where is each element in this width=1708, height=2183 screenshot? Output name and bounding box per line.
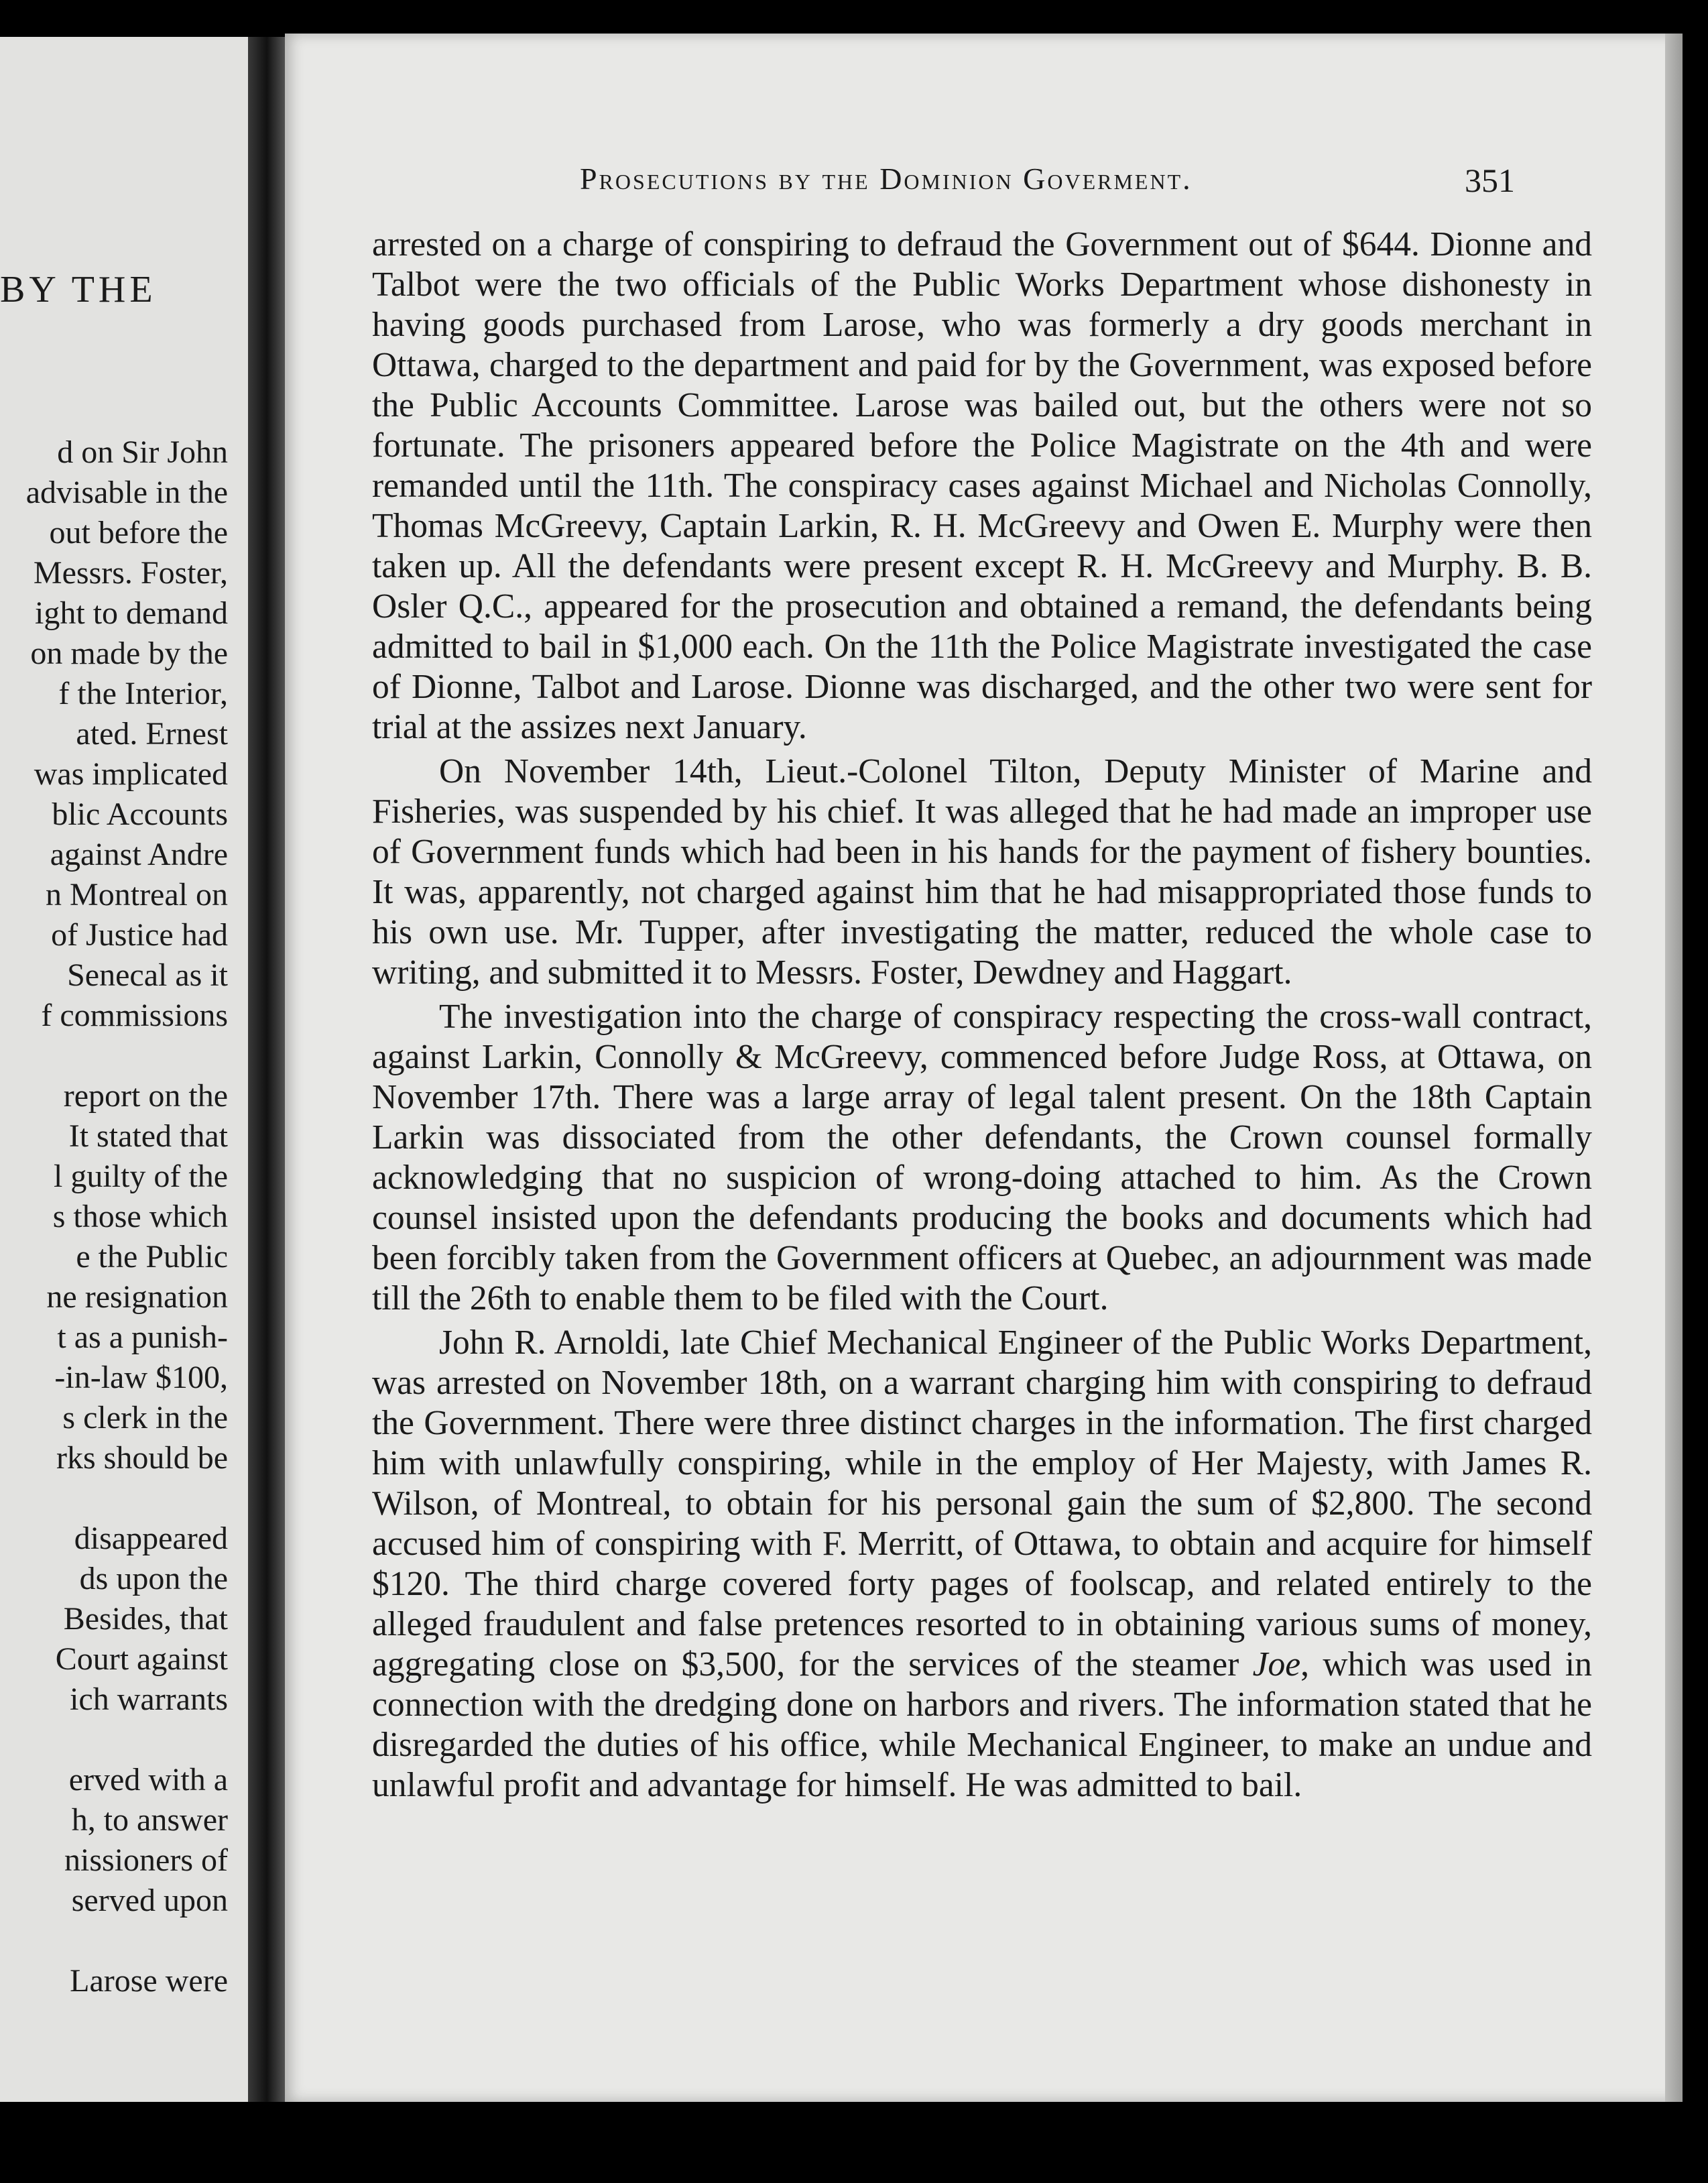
left-page-line: disappeared (74, 1521, 228, 1556)
left-page-line: Messrs. Foster, (33, 555, 228, 591)
left-page-line: ight to demand (35, 595, 228, 631)
left-page-line: l guilty of the (54, 1159, 228, 1194)
page-number: 351 (1465, 162, 1515, 199)
page-edge (1665, 34, 1683, 2102)
left-page-line: on made by the (30, 636, 228, 671)
left-page-line: h, to answer (71, 1802, 228, 1838)
left-page-line: t as a punish- (57, 1319, 228, 1355)
left-page-line: s clerk in the (62, 1400, 228, 1435)
body-text (372, 225, 1592, 1810)
left-page-line: blic Accounts (52, 796, 228, 832)
left-page-line: -in-law $100, (54, 1360, 228, 1395)
left-page-line: of Justice had (51, 917, 228, 953)
paragraph-2: On November 14th, Lieut.-Colonel Tilton, Deputy Minister of Marine and Fisheries, was suspended by his chief. It was alleged that he had made an improper use of Government funds which had been in his hands for the payment of fishery bounties. It was, apparently, not charged against him that he had misappropriated those funds to his own use. Mr. Tupper, after investigating the matter, reduced the whole case to writing, and submitted it to Messrs. Foster, Dewdney and Haggart. (372, 752, 1592, 992)
left-page-line: nissioners of (64, 1842, 228, 1878)
left-page-line: f commissions (41, 998, 228, 1033)
paragraph-4-part-2: , which was used in connection with the dredging done on harbors and rivers. The information stated that he disregarded the duties of his office, while Mechanical Engineer, to make an undue and unlawful profit and advantage for himself. He was admitted to bail. (372, 1645, 1592, 1804)
left-page-line: erved with a (68, 1762, 228, 1797)
left-page-line: Larose were (70, 1963, 228, 1999)
left-page-line: ds upon the (79, 1561, 228, 1596)
left-page-line: Court against (55, 1641, 228, 1677)
left-page-heading: BY THE (0, 269, 157, 310)
right-page (285, 34, 1683, 2102)
left-page-line: was implicated (34, 756, 228, 792)
left-page-line: report on the (63, 1078, 228, 1114)
paragraph-4 (372, 1323, 1592, 1806)
left-page-line: n Montreal on (46, 877, 228, 912)
left-page-line: d on Sir John (57, 434, 228, 470)
left-page-line: ne resignation (46, 1279, 228, 1315)
left-page-line: s those which (52, 1199, 228, 1234)
paragraph-1: arrested on a charge of conspiring to defraud the Government out of $644. Dionne and Talbot were the two officials of the Public Works Department whose dishonesty in having goods purchased from Larose, who was formerly a dry goods merchant in Ottawa, charged to the department and paid for by the Government, was exposed before the Public Accounts Committee. Larose was bailed out, but the others were not so fortunate. The prisoners appeared before the Police Magistrate on the 4th and were remanded until the 11th. The conspiracy cases against Michael and Nicholas Connolly, Thomas McGreevy, Captain Larkin, R. H. McGreevy and Owen E. Murphy were then taken up. All the defendants were present except R. H. McGreevy and Murphy. B. B. Osler Q.C., appeared for the prosecution and obtained a remand, the defendants being admitted to bail in $1,000 each. On the 11th the Police Magistrate investigated the case of Dionne, Talbot and Larose. Dionne was discharged, and the other two were sent for trial at the assizes next January. (372, 225, 1592, 746)
left-page-line: advisable in the (25, 475, 228, 510)
left-page-line: served upon (71, 1883, 228, 1918)
left-page-line: rks should be (56, 1440, 228, 1476)
left-page-line: e the Public (76, 1239, 228, 1275)
left-page-line: f the Interior, (58, 676, 228, 711)
running-head (285, 161, 1683, 215)
left-page-line: ich warrants (70, 1682, 228, 1717)
left-page-line: Besides, that (63, 1601, 228, 1637)
steamer-name: Joe (1252, 1645, 1301, 1684)
paragraph-4-part-1: John R. Arnoldi, late Chief Mechanical Engineer of the Public Works Department, was arrested on November 18th, on a warrant charging him with conspiring to defraud the Government. There were three distinct charges in the information. The first charged him with unlawfully conspiring, while in the employ of Her Majesty, with James R. Wilson, of Montreal, to obtain for his personal gain the sum of $2,800. The second accused him of conspiring with F. Merritt, of Ottawa, to obtain and acquire for himself $120. The third charge covered forty pages of foolscap, and related entirely to the alleged fraudulent and false pretences resorted to in obtaining various sums of money, aggregating close on $3,500, for the services of the steamer (372, 1323, 1592, 1684)
left-page-line: ated. Ernest (76, 716, 228, 752)
left-page-line: against Andre (50, 837, 228, 872)
left-facing-page (0, 37, 288, 2102)
paragraph-3: The investigation into the charge of conspiracy respecting the cross-wall contract, against Larkin, Connolly & McGreevy, commenced before Judge Ross, at Ottawa, on November 17th. There was a large array of legal talent present. On the 18th Captain Larkin was dissociated from the other defendants, the Crown counsel formally acknowledging that no suspicion of wrong-doing attached to him. As the Crown counsel insisted upon the defendants producing the books and documents which had been forcibly taken from the Government officers at Quebec, an adjournment was made till the 26th to enable them to be filed with the Court. (372, 998, 1592, 1317)
left-page-line: It stated that (68, 1118, 228, 1154)
left-page-line: Senecal as it (67, 957, 228, 993)
left-page-line: out before the (49, 515, 228, 550)
running-title: Prosecutions by the Dominion Goverment. (580, 162, 1193, 196)
